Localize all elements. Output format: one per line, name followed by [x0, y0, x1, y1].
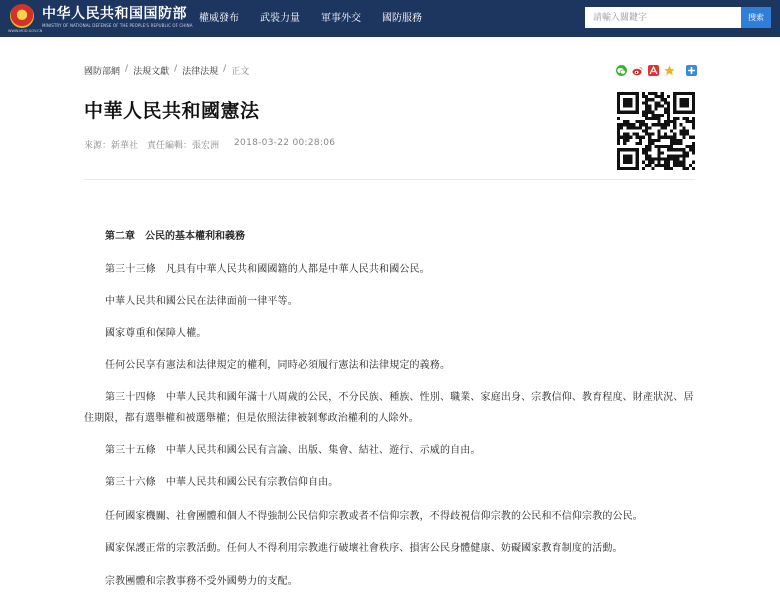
- article-paragraph: 中華人民共和國公民在法律面前一律平等。: [105, 296, 298, 307]
- article-paragraph: 任何公民享有憲法和法律規定的權利，同時必須履行憲法和法律規定的義務。: [105, 360, 451, 371]
- favorite-star-icon[interactable]: [664, 65, 675, 76]
- nav-item-authoritative-release[interactable]: 權威發布: [199, 13, 239, 24]
- article-source: 來源：新華社: [84, 141, 139, 151]
- breadcrumb-regulations-link[interactable]: 法規文獻: [133, 67, 170, 77]
- article-paragraph: 第三十五條 中華人民共和國公民有言論、出版、集會、結社、遊行、示威的自由。: [105, 445, 481, 456]
- chapter-heading: 第二章 公民的基本權利和義務: [105, 231, 245, 242]
- site-url: WWW.MOD.GOV.CN: [8, 29, 43, 33]
- main-nav: [199, 0, 443, 37]
- breadcrumb-laws-link[interactable]: 法律法規: [182, 67, 219, 77]
- article-paragraph: 任何國家機關、社會團體和個人不得強制公民信仰宗教或者不信仰宗教，不得歧視信仰宗教的公民和不信仰宗教的公民。: [105, 511, 643, 522]
- article-paragraph: 第三十六條 中華人民共和國公民有宗教信仰自由。: [105, 477, 339, 488]
- article-paragraph: 第三十三條 凡具有中華人民共和國國籍的人都是中華人民共和國公民。: [105, 264, 430, 275]
- article-meta: [84, 138, 344, 151]
- article-title: 中華人民共和國憲法: [84, 100, 260, 122]
- national-emblem-logo-icon[interactable]: [10, 4, 34, 28]
- nav-item-defense-services[interactable]: 國防服務: [382, 13, 422, 24]
- article-paragraph: 國家保護正常的宗教活動。任何人不得利用宗教進行破壞社會秩序、損害公民身體健康、妨礙國家教育制度的活動。: [105, 543, 623, 554]
- site-name[interactable]: 中华人民共和国国防部: [42, 6, 187, 22]
- breadcrumb: [84, 64, 249, 77]
- site-english-name: MINISTRY OF NATIONAL DEFENSE OF THE PEOPLE'S REPUBLIC OF CHINA: [42, 23, 193, 28]
- top-navigation-bar: [0, 0, 780, 37]
- breadcrumb-separator: /: [125, 64, 129, 74]
- wechat-icon[interactable]: [616, 65, 627, 76]
- breadcrumb-separator: /: [223, 64, 227, 74]
- article-paragraph: 第三十四條 中華人民共和國年滿十八周歲的公民，不分民族、種族、性別、職業、家庭出身、宗教信仰、教育程度、財產狀況、居住期限，都有選舉權和被選舉權；但是依照法律被剝奪政治權利的人除外。: [84, 392, 694, 424]
- search-button[interactable]: 搜索: [741, 7, 771, 28]
- breadcrumb-current: 正文: [231, 67, 250, 77]
- breadcrumb-separator: /: [174, 64, 178, 74]
- article-paragraph: 國家尊重和保障人權。: [105, 328, 207, 339]
- qr-code-image: [617, 92, 695, 170]
- pdf-icon[interactable]: [648, 65, 659, 76]
- weibo-icon[interactable]: [632, 65, 643, 76]
- share-toolbar: [616, 65, 702, 76]
- article-paragraph: 宗教團體和宗教事務不受外國勢力的支配。: [105, 576, 298, 587]
- article-date: 2018-03-22 00:28:06: [234, 138, 336, 148]
- header-divider: [84, 179, 695, 180]
- add-share-icon[interactable]: [686, 65, 697, 76]
- nav-item-military-diplomacy[interactable]: 軍事外交: [321, 13, 361, 24]
- nav-item-armed-forces[interactable]: 武裝力量: [260, 13, 300, 24]
- search-input[interactable]: [585, 7, 741, 28]
- breadcrumb-home-link[interactable]: 國防部網: [84, 67, 121, 77]
- article-editor: 責任編輯：張宏洲: [147, 141, 220, 151]
